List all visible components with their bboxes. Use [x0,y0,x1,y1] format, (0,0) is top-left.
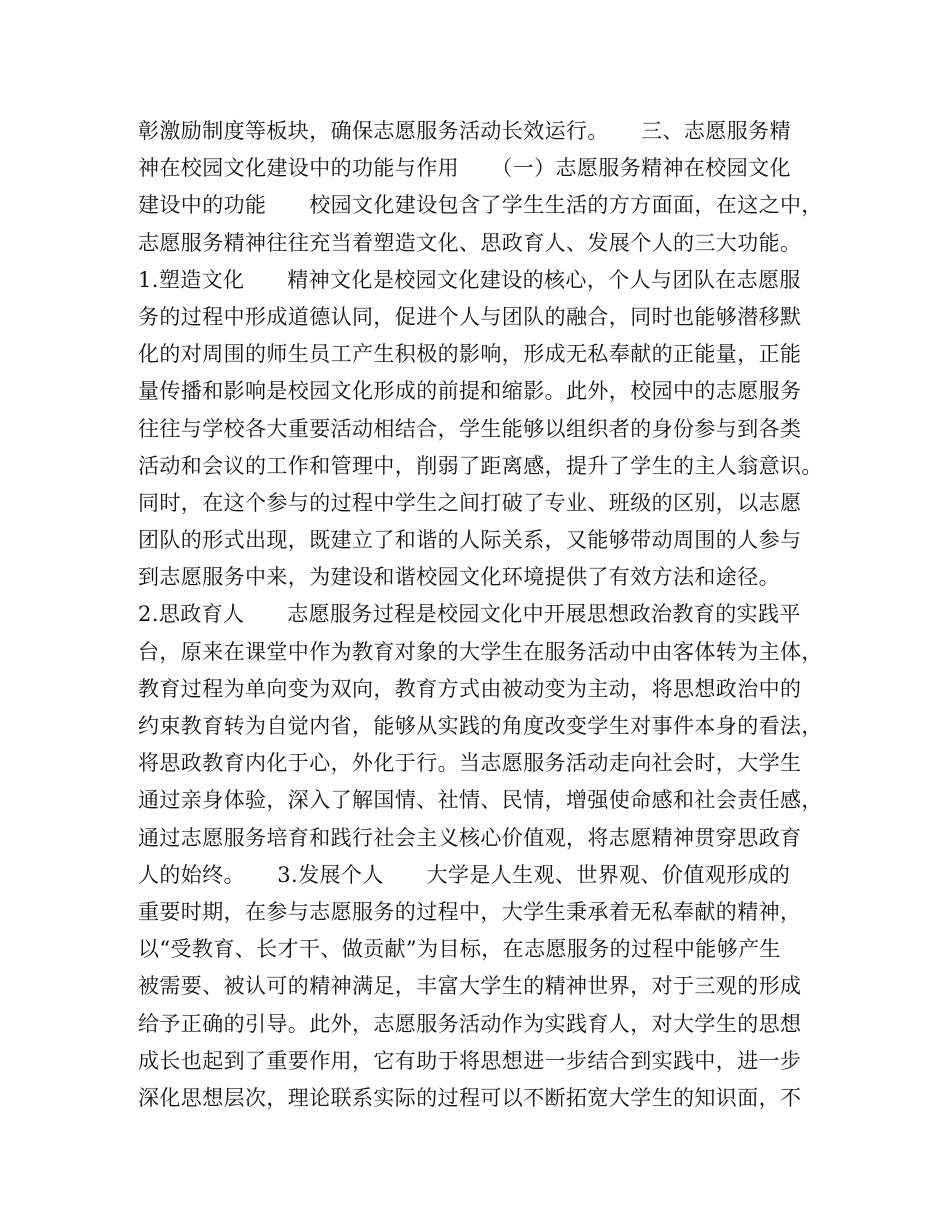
text-line: 1.塑造文化 精神文化是校园文化建设的核心，个人与团队在志愿服 [138,267,801,292]
text-line: 建设中的功能 校园文化建设包含了学生生活的方方面面，在这之中， [138,193,823,218]
text-line: 化的对周围的师生员工产生积极的影响，形成无私奉献的正能量，正能 [138,342,802,367]
text-line: 深化思想层次，理论联系实际的过程可以不断拓宽大学生的知识面，不 [138,1085,802,1110]
text-line: 人的始终。 3.发展个人 大学是人生观、世界观、价值观形成的 [138,862,791,887]
text-line: 通过亲身体验，深入了解国情、社情、民情，增强使命感和社会责任感， [138,788,823,813]
body-text [138,113,828,1117]
text-line: 神在校园文化建设中的功能与作用 （一）志愿服务精神在校园文化 [138,156,791,181]
text-line: 志愿服务精神往往充当着塑造文化、思政育人、发展个人的三大功能。 [138,230,802,255]
text-line: 被需要、被认可的精神满足，丰富大学生的精神世界，对于三观的形成 [138,974,802,999]
text-line: 重要时期，在参与志愿服务的过程中，大学生秉承着无私奉献的精神， [138,899,802,924]
text-line: 成长也起到了重要作用，它有助于将思想进一步结合到实践中，进一步 [138,1048,802,1073]
text-line: 量传播和影响是校园文化形成的前提和缩影。此外，校园中的志愿服务 [138,379,802,404]
text-line: 务的过程中形成道德认同，促进个人与团队的融合，同时也能够潜移默 [138,304,802,329]
text-line: 到志愿服务中来，为建设和谐校园文化环境提供了有效方法和途径。 [138,565,780,590]
text-line: 彰激励制度等板块，确保志愿服务活动长效运行。 三、志愿服务精 [138,119,791,143]
text-line: 往往与学校各大重要活动相结合，学生能够以组织者的身份参与到各类 [138,416,802,441]
text-line: 给予正确的引导。此外，志愿服务活动作为实践育人，对大学生的思想 [138,1011,802,1036]
text-line: 约束教育转为自觉内省，能够从实践的角度改变学生对事件本身的看法， [138,714,823,738]
text-line: 团队的形式出现，既建立了和谐的人际关系，又能够带动周围的人参与 [138,528,802,553]
text-line: 2.思政育人 志愿服务过程是校园文化中开展思想政治教育的实践平 [138,602,801,627]
text-line: 通过志愿服务培育和践行社会主义核心价值观，将志愿精神贯穿思政育 [138,825,802,850]
text-line: 以“受教育、长才干、做贡献”为目标，在志愿服务的过程中能够产生 [138,937,781,962]
text-line: 活动和会议的工作和管理中，削弱了距离感，提升了学生的主人翁意识。 [138,453,823,478]
text-line: 将思政教育内化于心，外化于行。当志愿服务活动走向社会时，大学生 [138,751,802,776]
text-line: 同时，在这个参与的过程中学生之间打破了专业、班级的区别，以志愿 [138,490,802,515]
text-line: 教育过程为单向变为双向，教育方式由被动变为主动，将思想政治中的 [138,676,802,701]
text-line: 台，原来在课堂中作为教育对象的大学生在服务活动中由客体转为主体， [138,639,823,664]
